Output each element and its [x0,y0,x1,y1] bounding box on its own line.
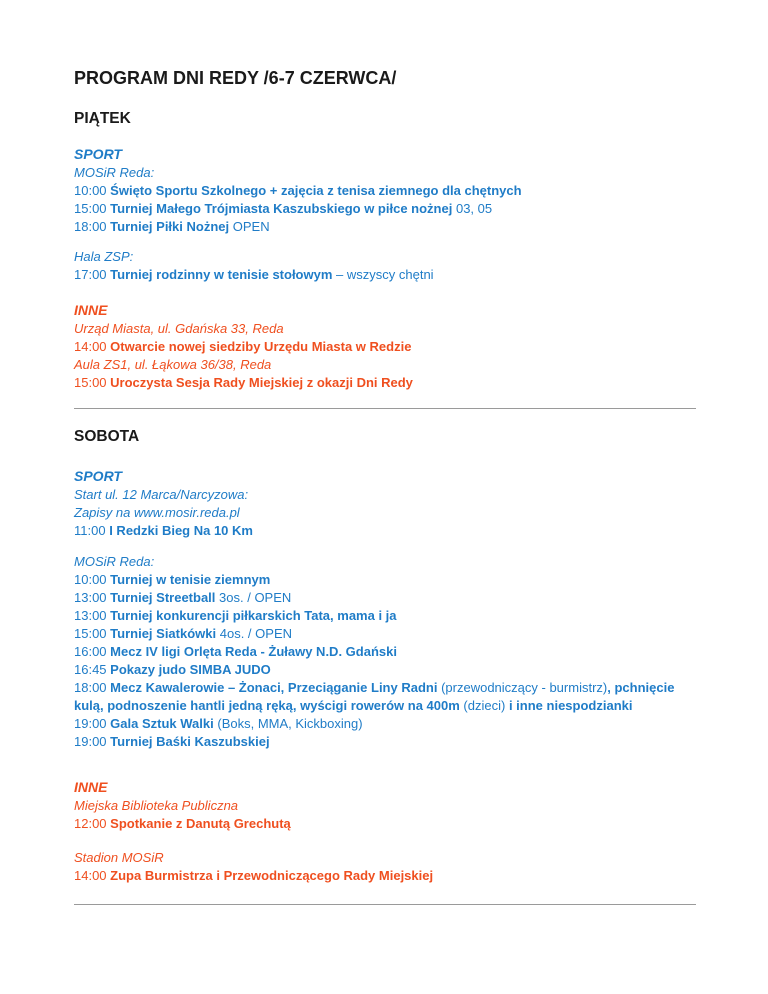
saturday-sport-section [74,467,696,540]
event-line-long: 18:00 Mecz Kawalerowie – Żonaci, Przeciąganie Liny Radni (przewodniczący - burmistrz), pchnięcie kulą, podnoszenie hantli jedną ręką, wyścigi rowerów na 400m (dzieci) i inne niespodzianki [74,680,675,713]
event-line: 13:00 Turniej konkurencji piłkarskich Tata, mama i ja [74,608,397,623]
location-label: Stadion MOSiR [74,850,164,865]
location-label: Start ul. 12 Marca/Narcyzowa: [74,487,249,502]
event-line: 17:00 Turniej rodzinny w tenisie stołowym – wszyscy chętni [74,267,434,282]
friday-inne-section [74,301,696,392]
section-heading-inne: INNE [74,302,108,318]
event-line: 12:00 Spotkanie z Danutą Grechutą [74,816,291,831]
day-heading-friday: PIĄTEK [74,110,131,127]
location-label: Miejska Biblioteka Publiczna [74,798,239,813]
event-line: 16:45 Pokazy judo SIMBA JUDO [74,662,271,677]
location-label: MOSiR Reda: [74,165,155,180]
event-line: 15:00 Turniej Siatkówki 4os. / OPEN [74,626,292,641]
event-line: 14:00 Otwarcie nowej siedziby Urzędu Miasta w Redzie [74,339,412,354]
event-line: 13:00 Turniej Streetball 3os. / OPEN [74,590,292,605]
section-heading-sport: SPORT [74,468,122,484]
section-heading-inne: INNE [74,779,108,795]
event-line: 19:00 Turniej Baśki Kaszubskiej [74,734,270,749]
event-line: 19:00 Gala Sztuk Walki (Boks, MMA, Kickboxing) [74,716,363,731]
saturday-mosir-section [74,553,696,751]
event-line: 15:00 Turniej Małego Trójmiasta Kaszubskiego w piłce nożnej 03, 05 [74,201,493,216]
location-label: Hala ZSP: [74,249,134,264]
location-label: MOSiR Reda: [74,554,155,569]
page-title: PROGRAM DNI REDY /6-7 CZERWCA/ [74,68,397,88]
saturday-stadion-section [74,849,696,885]
location-label: Urząd Miasta, ul. Gdańska 33, Reda [74,321,284,336]
day-heading-saturday: SOBOTA [74,428,140,445]
section-divider [74,904,696,905]
event-line: 18:00 Turniej Piłki Nożnej OPEN [74,219,270,234]
friday-sport-section [74,145,696,236]
event-line: 16:00 Mecz IV ligi Orlęta Reda - Żuławy N.D. Gdański [74,644,397,659]
friday-hala-section [74,248,696,284]
event-line: 15:00 Uroczysta Sesja Rady Miejskiej z okazji Dni Redy [74,375,413,390]
event-line: 11:00 I Redzki Bieg Na 10 Km [74,523,253,538]
event-line: 10:00 Święto Sportu Szkolnego + zajęcia z tenisa ziemnego dla chętnych [74,183,522,198]
event-line: 10:00 Turniej w tenisie ziemnym [74,572,271,587]
saturday-inne-section [74,778,696,833]
location-label: Aula ZS1, ul. Łąkowa 36/38, Reda [74,357,272,372]
section-divider [74,408,696,409]
signup-note: Zapisy na www.mosir.reda.pl [74,505,240,520]
event-line: 14:00 Zupa Burmistrza i Przewodniczącego Rady Miejskiej [74,868,434,883]
section-heading-sport: SPORT [74,146,122,162]
